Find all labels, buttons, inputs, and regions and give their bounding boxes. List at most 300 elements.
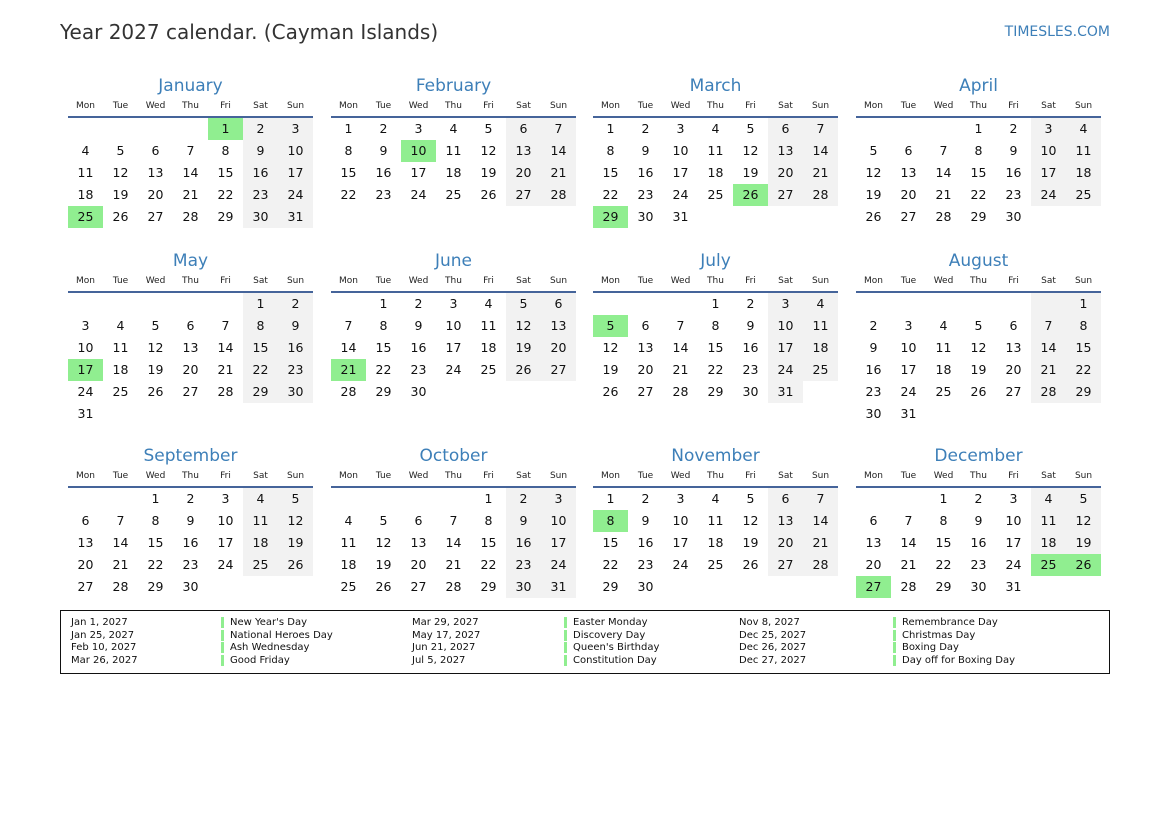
day-cell: 19 xyxy=(375,557,392,572)
weekday-label: Fri xyxy=(1008,276,1019,286)
day-cell: 3 xyxy=(278,118,313,140)
weekday-label: Sun xyxy=(549,101,568,111)
day-cell: 28 xyxy=(445,579,462,594)
weekday-label: Mon xyxy=(601,471,620,481)
day-cell: 12 xyxy=(147,340,164,355)
empty-cell xyxy=(138,118,173,140)
day-grid xyxy=(856,488,1101,598)
day-cell: 5 xyxy=(1066,488,1101,510)
weekday-header xyxy=(331,99,576,118)
day-cell: 18 xyxy=(243,532,278,554)
day-cell: 30 xyxy=(865,406,882,421)
day-cell: 2 xyxy=(506,488,541,510)
weekday-label: Fri xyxy=(745,276,756,286)
day-cell: 23 xyxy=(278,359,313,381)
holiday-name: Ash Wednesday xyxy=(221,642,309,653)
month-june xyxy=(331,247,576,403)
day-cell: 3 xyxy=(676,491,685,506)
day-cell: 13 xyxy=(410,535,427,550)
day-cell: 15 xyxy=(970,165,987,180)
day-cell: 20 xyxy=(182,362,199,377)
day-cell: 27 xyxy=(77,579,94,594)
day-cell: 26 xyxy=(147,384,164,399)
day-cell: 21 xyxy=(900,557,917,572)
day-cell: 7 xyxy=(186,143,195,158)
day-cell: 8 xyxy=(711,318,720,333)
weekday-label: Tue xyxy=(112,276,129,286)
empty-cell xyxy=(856,118,891,140)
weekday-label: Thu xyxy=(707,471,724,481)
day-cell: 6 xyxy=(151,143,160,158)
day-cell: 27 xyxy=(541,359,576,381)
empty-cell xyxy=(103,118,138,140)
day-cell: 20 xyxy=(506,162,541,184)
weekday-label: Fri xyxy=(220,101,231,111)
month-name: July xyxy=(700,251,731,271)
weekday-label: Tue xyxy=(900,471,917,481)
weekday-label: Mon xyxy=(864,101,883,111)
day-grid xyxy=(331,118,576,206)
day-cell: 19 xyxy=(742,535,759,550)
day-cell: 8 xyxy=(151,513,160,528)
day-cell: 26 xyxy=(278,554,313,576)
month-name: October xyxy=(419,446,488,466)
weekday-label: Mon xyxy=(601,276,620,286)
day-cell: 5 xyxy=(506,293,541,315)
day-cell: 19 xyxy=(865,187,882,202)
day-cell: 28 xyxy=(803,184,838,206)
day-cell: 2 xyxy=(641,491,650,506)
day-cell: 13 xyxy=(541,315,576,337)
day-cell: 31 xyxy=(1005,579,1022,594)
day-cell: 20 xyxy=(147,187,164,202)
holiday-date: Dec 27, 2027 xyxy=(739,654,807,666)
day-cell: 22 xyxy=(217,187,234,202)
empty-cell xyxy=(208,293,243,315)
day-cell: 3 xyxy=(1031,118,1066,140)
weekday-label: Sun xyxy=(1074,101,1093,111)
holiday-date: Dec 26, 2027 xyxy=(739,642,807,653)
day-cell: 22 xyxy=(970,187,987,202)
month-december xyxy=(856,442,1101,598)
day-cell: 23 xyxy=(243,184,278,206)
day-cell: 16 xyxy=(637,535,654,550)
empty-cell xyxy=(331,488,366,510)
empty-cell xyxy=(891,293,926,315)
day-cell: 31 xyxy=(672,209,689,224)
day-cell: 7 xyxy=(904,513,913,528)
day-cell: 13 xyxy=(865,535,882,550)
day-cell: 25 xyxy=(112,384,129,399)
day-cell: 29 xyxy=(1066,381,1101,403)
weekday-label: Thu xyxy=(445,471,462,481)
weekday-label: Sat xyxy=(1041,471,1056,481)
day-cell: 1 xyxy=(606,491,615,506)
day-cell: 2 xyxy=(869,318,878,333)
weekday-label: Fri xyxy=(483,101,494,111)
day-cell: 3 xyxy=(414,121,423,136)
day-cell: 23 xyxy=(506,554,541,576)
day-cell: 11 xyxy=(445,143,462,158)
holiday-name: Christmas Day xyxy=(893,630,975,641)
day-cell: 21 xyxy=(935,187,952,202)
day-cell: 8 xyxy=(243,315,278,337)
day-cell: 23 xyxy=(742,362,759,377)
day-cell: 22 xyxy=(147,557,164,572)
day-cell: 30 xyxy=(742,384,759,399)
day-cell: 7 xyxy=(221,318,230,333)
day-cell: 28 xyxy=(1031,381,1066,403)
day-cell: 19 xyxy=(278,532,313,554)
day-cell: 9 xyxy=(1009,143,1018,158)
empty-cell xyxy=(173,118,208,140)
holiday-date: Dec 25, 2027 xyxy=(739,629,807,641)
day-cell: 21 xyxy=(1031,359,1066,381)
weekday-label: Tue xyxy=(375,101,392,111)
day-cell: 12 xyxy=(278,510,313,532)
weekday-label: Wed xyxy=(145,471,166,481)
day-cell: 4 xyxy=(1031,488,1066,510)
day-cell: 8 xyxy=(974,143,983,158)
weekday-label: Thu xyxy=(970,276,987,286)
day-cell: 14 xyxy=(803,510,838,532)
day-cell: 11 xyxy=(1066,140,1101,162)
day-cell: 20 xyxy=(768,532,803,554)
day-cell: 23 xyxy=(970,557,987,572)
day-cell: 5 xyxy=(151,318,160,333)
day-cell: 17 xyxy=(445,340,462,355)
weekday-header xyxy=(856,469,1101,488)
day-cell: 1 xyxy=(606,121,615,136)
weekday-label: Fri xyxy=(1008,471,1019,481)
day-cell: 26 xyxy=(865,209,882,224)
empty-cell xyxy=(401,488,436,510)
day-cell: 3 xyxy=(541,488,576,510)
day-cell: 3 xyxy=(449,296,458,311)
day-cell: 24 xyxy=(672,557,689,572)
day-cell: 23 xyxy=(375,187,392,202)
day-cell: 24 xyxy=(672,187,689,202)
day-cell: 14 xyxy=(217,340,234,355)
weekday-label: Tue xyxy=(375,276,392,286)
day-cell: 20 xyxy=(541,337,576,359)
weekday-label: Wed xyxy=(670,471,691,481)
day-cell: 10 xyxy=(217,513,234,528)
day-cell: 28 xyxy=(182,209,199,224)
day-cell: 21 xyxy=(672,362,689,377)
day-cell: 7 xyxy=(939,143,948,158)
day-cell: 18 xyxy=(480,340,497,355)
day-cell: 12 xyxy=(375,535,392,550)
weekday-label: Mon xyxy=(339,101,358,111)
day-cell: 28 xyxy=(541,184,576,206)
holiday-name: Day off for Boxing Day xyxy=(893,655,1015,666)
weekday-label: Mon xyxy=(864,276,883,286)
weekday-label: Wed xyxy=(408,471,429,481)
day-cell: 7 xyxy=(803,118,838,140)
day-cell: 5 xyxy=(974,318,983,333)
day-cell: 6 xyxy=(186,318,195,333)
day-cell: 4 xyxy=(484,296,493,311)
holiday-name: Queen's Birthday xyxy=(564,642,659,653)
day-cell: 26 xyxy=(742,557,759,572)
weekday-label: Thu xyxy=(707,276,724,286)
day-cell: 18 xyxy=(935,362,952,377)
day-cell: 11 xyxy=(935,340,952,355)
day-cell: 1 xyxy=(939,491,948,506)
day-cell: 21 xyxy=(445,557,462,572)
day-grid xyxy=(856,118,1101,228)
month-name: December xyxy=(934,446,1023,466)
empty-cell xyxy=(68,293,103,315)
day-cell: 9 xyxy=(414,318,423,333)
day-cell: 7 xyxy=(541,118,576,140)
weekday-label: Tue xyxy=(112,471,129,481)
month-october xyxy=(331,442,576,598)
day-cell: 17 xyxy=(410,165,427,180)
weekday-label: Sat xyxy=(516,471,531,481)
day-cell: 8 xyxy=(1066,315,1101,337)
weekday-label: Wed xyxy=(670,276,691,286)
day-cell: 17 xyxy=(217,535,234,550)
day-cell: 27 xyxy=(410,579,427,594)
day-cell: 15 xyxy=(707,340,724,355)
day-cell: 29 xyxy=(935,579,952,594)
day-cell: 17 xyxy=(672,165,689,180)
day-cell: 30 xyxy=(243,206,278,228)
day-cell: 16 xyxy=(375,165,392,180)
day-cell: 20 xyxy=(637,362,654,377)
day-cell: 6 xyxy=(768,488,803,510)
day-cell: 7 xyxy=(344,318,353,333)
empty-cell xyxy=(996,293,1031,315)
day-cell: 12 xyxy=(970,340,987,355)
holiday-name: Boxing Day xyxy=(893,642,959,653)
month-august xyxy=(856,247,1101,425)
day-cell: 17 xyxy=(768,337,803,359)
day-cell: 7 xyxy=(116,513,125,528)
weekday-header xyxy=(593,99,838,118)
day-cell: 3 xyxy=(768,293,803,315)
day-cell: 15 xyxy=(340,165,357,180)
holiday-day-cell: 17 xyxy=(68,359,103,381)
empty-cell xyxy=(68,488,103,510)
day-cell: 13 xyxy=(77,535,94,550)
day-cell: 3 xyxy=(1009,491,1018,506)
empty-cell xyxy=(856,293,891,315)
holiday-name: New Year's Day xyxy=(221,617,307,628)
weekday-label: Fri xyxy=(220,276,231,286)
holiday-date: Feb 10, 2027 xyxy=(71,642,137,653)
day-cell: 27 xyxy=(637,384,654,399)
day-cell: 11 xyxy=(77,165,94,180)
day-cell: 21 xyxy=(182,187,199,202)
day-cell: 18 xyxy=(112,362,129,377)
day-cell: 14 xyxy=(112,535,129,550)
month-january xyxy=(68,72,313,228)
day-cell: 6 xyxy=(768,118,803,140)
weekday-header xyxy=(593,469,838,488)
day-cell: 22 xyxy=(602,187,619,202)
day-cell: 22 xyxy=(243,359,278,381)
day-cell: 17 xyxy=(1031,162,1066,184)
holiday-name: Discovery Day xyxy=(564,630,645,641)
month-name: August xyxy=(948,251,1009,271)
day-cell: 8 xyxy=(606,143,615,158)
day-cell: 22 xyxy=(340,187,357,202)
day-cell: 10 xyxy=(768,315,803,337)
day-cell: 14 xyxy=(182,165,199,180)
day-cell: 31 xyxy=(541,576,576,598)
day-cell: 22 xyxy=(1066,359,1101,381)
day-cell: 2 xyxy=(243,118,278,140)
weekday-label: Wed xyxy=(145,276,166,286)
day-cell: 19 xyxy=(1066,532,1101,554)
day-cell: 15 xyxy=(480,535,497,550)
day-cell: 16 xyxy=(410,340,427,355)
day-cell: 16 xyxy=(742,340,759,355)
holiday-name: Good Friday xyxy=(221,655,290,666)
empty-cell xyxy=(331,293,366,315)
day-cell: 14 xyxy=(672,340,689,355)
day-cell: 16 xyxy=(1005,165,1022,180)
day-cell: 27 xyxy=(768,184,803,206)
holiday-date: Jul 5, 2027 xyxy=(412,654,466,666)
day-cell: 29 xyxy=(243,381,278,403)
weekday-label: Wed xyxy=(408,276,429,286)
site-link[interactable]: TIMESLES.COM xyxy=(1004,24,1110,40)
empty-cell xyxy=(1031,293,1066,315)
day-cell: 14 xyxy=(541,140,576,162)
month-february xyxy=(331,72,576,206)
weekday-label: Tue xyxy=(637,101,654,111)
day-cell: 20 xyxy=(1005,362,1022,377)
holiday-date: Jan 1, 2027 xyxy=(71,617,128,628)
day-cell: 5 xyxy=(278,488,313,510)
weekday-label: Sun xyxy=(549,471,568,481)
day-cell: 1 xyxy=(484,491,493,506)
day-cell: 29 xyxy=(707,384,724,399)
day-cell: 31 xyxy=(768,381,803,403)
day-cell: 15 xyxy=(217,165,234,180)
weekday-label: Wed xyxy=(933,101,954,111)
day-cell: 3 xyxy=(904,318,913,333)
day-cell: 24 xyxy=(278,184,313,206)
weekday-label: Sat xyxy=(253,101,268,111)
empty-cell xyxy=(891,488,926,510)
day-cell: 13 xyxy=(1005,340,1022,355)
day-cell: 11 xyxy=(707,143,724,158)
day-cell: 15 xyxy=(375,340,392,355)
weekday-label: Mon xyxy=(601,101,620,111)
weekday-label: Mon xyxy=(864,471,883,481)
weekday-label: Fri xyxy=(483,276,494,286)
day-cell: 27 xyxy=(768,554,803,576)
day-cell: 26 xyxy=(480,187,497,202)
day-cell: 10 xyxy=(278,140,313,162)
day-cell: 19 xyxy=(742,165,759,180)
weekday-label: Sat xyxy=(516,276,531,286)
day-cell: 9 xyxy=(278,315,313,337)
day-cell: 10 xyxy=(445,318,462,333)
day-cell: 12 xyxy=(742,143,759,158)
day-cell: 25 xyxy=(707,557,724,572)
day-cell: 26 xyxy=(112,209,129,224)
day-cell: 16 xyxy=(970,535,987,550)
weekday-label: Sat xyxy=(253,276,268,286)
day-cell: 18 xyxy=(445,165,462,180)
day-cell: 4 xyxy=(81,143,90,158)
day-cell: 22 xyxy=(707,362,724,377)
holiday-day-cell: 25 xyxy=(1031,554,1066,576)
day-cell: 13 xyxy=(506,140,541,162)
day-grid xyxy=(593,118,838,228)
day-cell: 7 xyxy=(803,488,838,510)
day-cell: 18 xyxy=(340,557,357,572)
day-cell: 25 xyxy=(803,359,838,381)
day-cell: 29 xyxy=(970,209,987,224)
day-cell: 20 xyxy=(77,557,94,572)
day-cell: 11 xyxy=(803,315,838,337)
weekday-label: Sat xyxy=(1041,101,1056,111)
weekday-label: Fri xyxy=(220,471,231,481)
day-cell: 10 xyxy=(672,143,689,158)
weekday-label: Wed xyxy=(933,276,954,286)
weekday-header xyxy=(856,274,1101,293)
day-cell: 11 xyxy=(340,535,357,550)
day-cell: 18 xyxy=(707,535,724,550)
month-name: September xyxy=(143,446,238,466)
weekday-label: Tue xyxy=(637,471,654,481)
weekday-header xyxy=(856,99,1101,118)
empty-cell xyxy=(103,488,138,510)
day-cell: 5 xyxy=(484,121,493,136)
day-grid xyxy=(593,488,838,598)
day-cell: 13 xyxy=(900,165,917,180)
day-cell: 6 xyxy=(414,513,423,528)
day-cell: 29 xyxy=(602,579,619,594)
day-cell: 19 xyxy=(506,337,541,359)
day-cell: 5 xyxy=(869,143,878,158)
day-cell: 12 xyxy=(112,165,129,180)
day-cell: 24 xyxy=(217,557,234,572)
day-cell: 10 xyxy=(672,513,689,528)
weekday-label: Thu xyxy=(970,471,987,481)
day-cell: 2 xyxy=(278,293,313,315)
holiday-day-cell: 21 xyxy=(331,359,366,381)
holiday-day-cell: 27 xyxy=(856,576,891,598)
weekday-label: Sat xyxy=(778,471,793,481)
day-cell: 24 xyxy=(900,384,917,399)
day-cell: 9 xyxy=(746,318,755,333)
weekday-label: Mon xyxy=(76,101,95,111)
day-cell: 26 xyxy=(602,384,619,399)
month-march xyxy=(593,72,838,228)
month-name: May xyxy=(172,251,209,271)
day-cell: 18 xyxy=(707,165,724,180)
day-cell: 29 xyxy=(217,209,234,224)
day-cell: 16 xyxy=(637,165,654,180)
weekday-label: Fri xyxy=(483,471,494,481)
day-cell: 19 xyxy=(480,165,497,180)
day-cell: 20 xyxy=(410,557,427,572)
day-cell: 14 xyxy=(935,165,952,180)
day-cell: 16 xyxy=(182,535,199,550)
day-cell: 30 xyxy=(637,209,654,224)
day-cell: 24 xyxy=(445,362,462,377)
empty-cell xyxy=(68,118,103,140)
day-cell: 28 xyxy=(112,579,129,594)
